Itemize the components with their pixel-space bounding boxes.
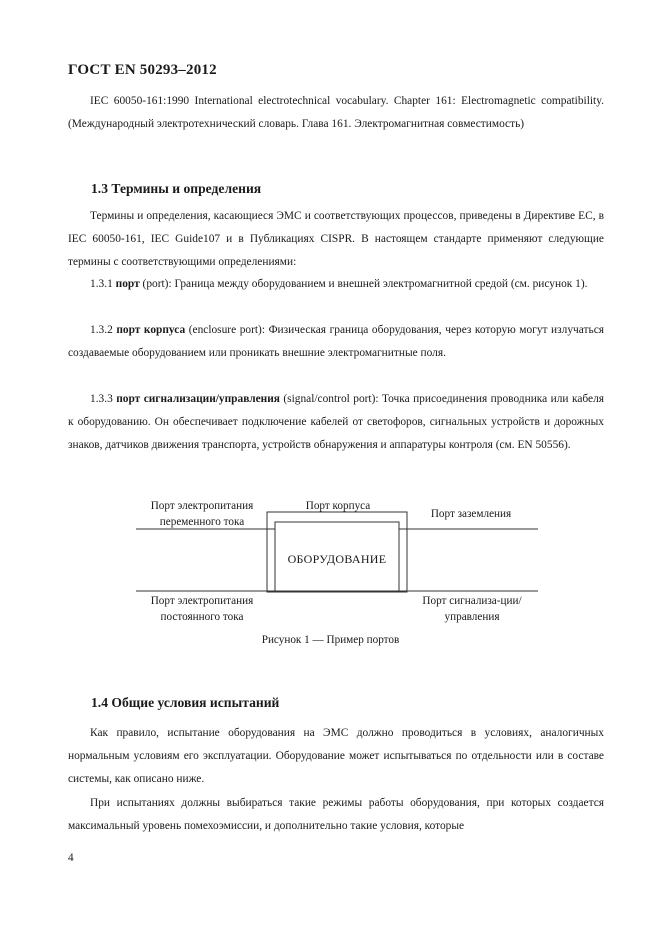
label-enclosure-port: Порт корпуса [305, 500, 371, 512]
section-1-4-para-2: При испытаниях должны выбираться такие режимы работы оборудования, при которых создается максимальный уровень помехоэмиссии, и дополнительно такие условия, которые [68, 797, 604, 832]
term-definition: (port): Граница между оборудованием и внешней электромагнитной средой (см. рисунок 1). [139, 278, 588, 290]
term-definition: (signal/control port): Точка присоединения проводника или кабеля к оборудованию. Он обеспечивает подключение кабелей от светофоров, сигнальных устройств и дорожных знаков, датчиков движения транспорта, устройств обнаружения и аппаратуры контроля (см. EN 50556). [68, 393, 604, 451]
term-number: 1.3.2 [90, 324, 113, 336]
section-1-3-heading: 1.3 Термины и определения [91, 181, 262, 196]
label-signal-port: Порт сигнализа-ции/управления [422, 595, 522, 623]
page-number: 4 [68, 852, 74, 864]
standard-header: ГОСТ EN 50293–2012 [68, 62, 217, 78]
term-name: порт [115, 278, 140, 290]
section-1-3-intro: Термины и определения, касающиеся ЭМС и соответствующих процессов, приведены в Директиве ЕС, в IEC 60050-161, IEC Guide107 и в Публикациях CISPR. В настоящем стандарте применяют следующие термины с соответствующими определениями: [68, 210, 604, 268]
term-definition: (enclosure port): Физическая граница оборудования, через которую могут излучаться создаваемые оборудованием или проникать внешние электромагнитные поля. [68, 324, 604, 359]
section-1-4-para-1: Как правило, испытание оборудования на ЭМС должно проводиться в условиях, аналогичных нормальным условиям его эксплуатации. Оборудование может испытываться по отдельности или в составе системы, как описано ниже. [68, 727, 604, 785]
term-number: 1.3.3 [90, 393, 113, 405]
section-1-4-heading: 1.4 Общие условия испытаний [91, 695, 280, 710]
label-dc-power-port: Порт электропитания постоянного тока [150, 595, 254, 623]
label-ac-power-port: Порт электропитания переменного тока [150, 500, 254, 528]
label-earth-port: Порт заземления [430, 508, 512, 520]
intro-reference: IEC 60050-161:1990 International electrotechnical vocabulary. Chapter 161: Electromagnetic compatibility. (Международный электротехнический словарь. Глава 161. Электромагнитная совместимость) [68, 95, 604, 130]
term-name: порт корпуса [116, 324, 186, 336]
term-name: порт сигнализации/управления [116, 393, 280, 405]
equipment-label: ОБОРУДОВАНИЕ [287, 552, 387, 566]
figure-caption: Рисунок 1 — Пример портов [261, 634, 400, 646]
term-number: 1.3.1 [90, 278, 113, 290]
